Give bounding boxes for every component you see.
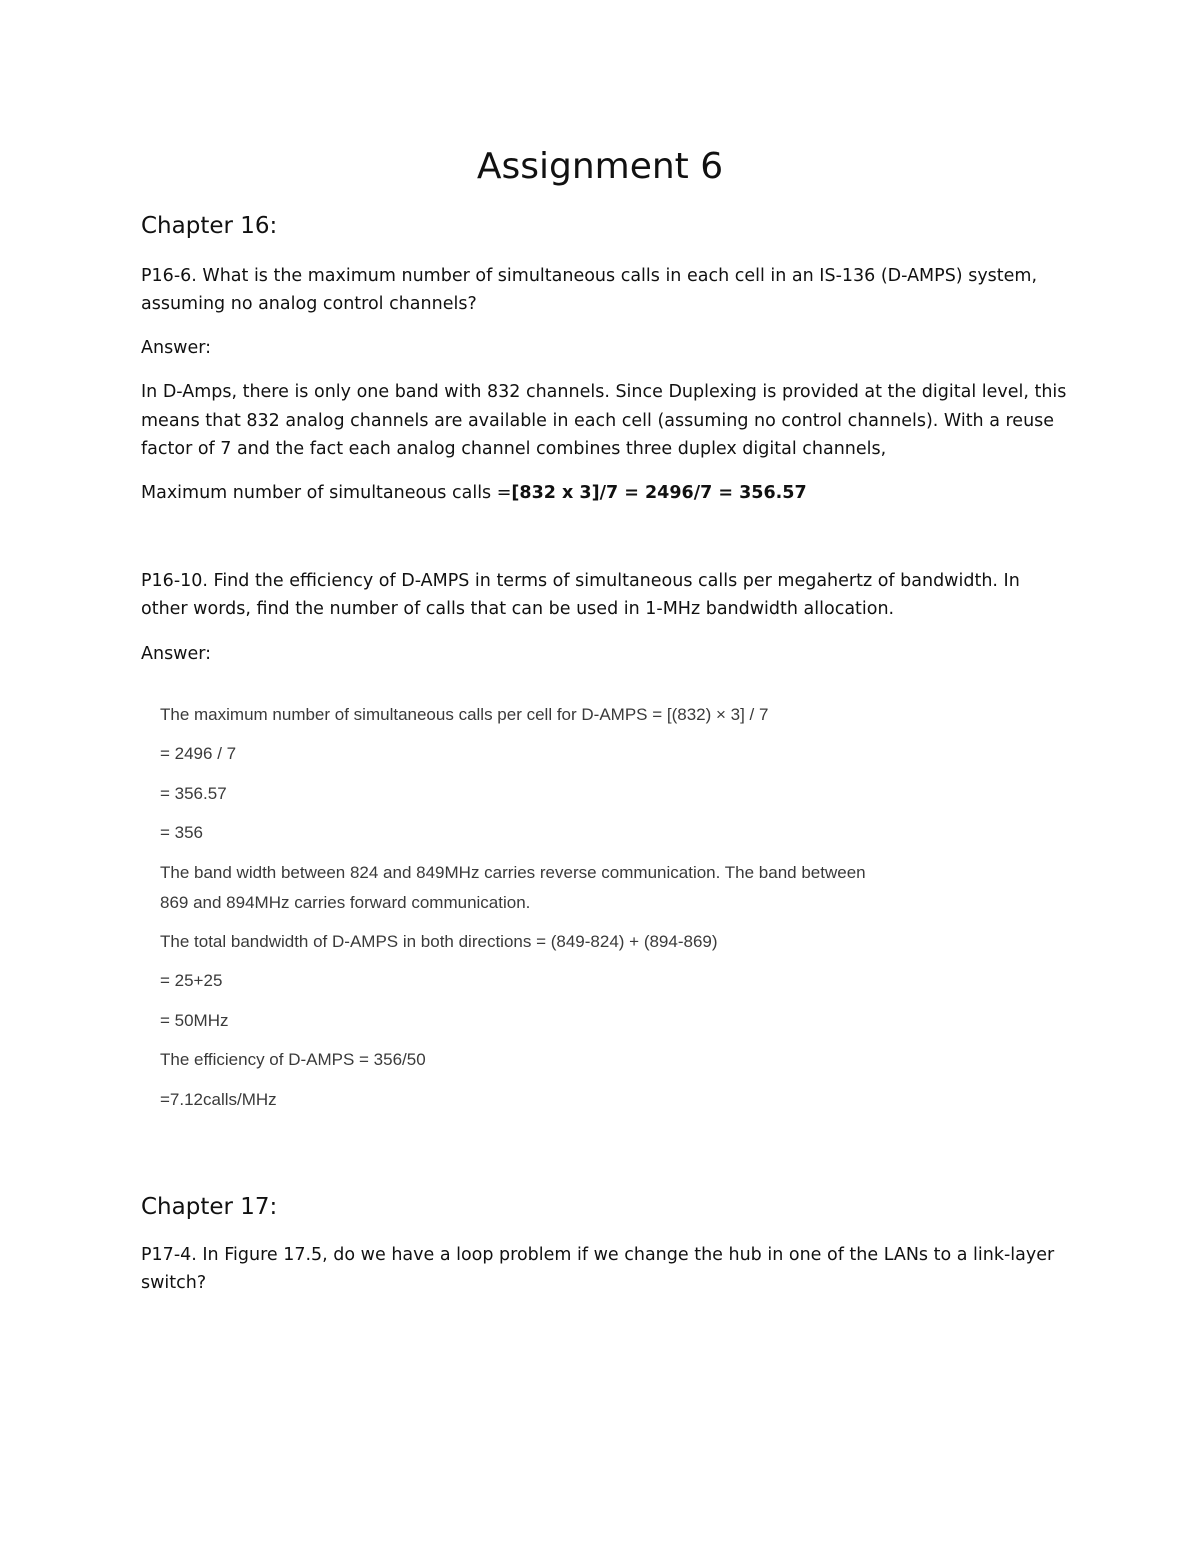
question-p16-6-line-2: assuming no analog control channels? xyxy=(141,294,477,314)
answer-label-p16-6: Answer: xyxy=(141,338,212,358)
document-title: Assignment 6 xyxy=(476,146,724,187)
question-p17-4-line-2: switch? xyxy=(141,1273,207,1293)
solution-line: = 50MHz xyxy=(160,1011,229,1030)
question-p16-6-line-1: P16-6. What is the maximum number of simultaneous calls in each cell in an IS-136 (D-AMPS) system, xyxy=(141,266,1038,286)
solution-line: 869 and 894MHz carries forward communication. xyxy=(160,893,531,912)
solution-line: = 2496 / 7 xyxy=(160,744,237,763)
result-prefix: Maximum number of simultaneous calls = xyxy=(141,483,512,503)
question-p17-4-line-1: P17-4. In Figure 17.5, do we have a loop problem if we change the hub in one of the LANs to a link-layer xyxy=(141,1245,1055,1265)
answer-p16-6-line-2: means that 832 analog channels are available in each cell (assuming no control channels). With a reuse xyxy=(141,411,1055,431)
solution-screenshot xyxy=(160,700,980,1120)
result-value: [832 x 3]/7 = 2496/7 = 356.57 xyxy=(511,483,807,503)
solution-line: = 25+25 xyxy=(160,971,223,990)
question-p16-10-line-1: P16-10. Find the efficiency of D-AMPS in terms of simultaneous calls per megahertz of bandwidth. In xyxy=(141,571,1020,591)
result-p16-6 xyxy=(141,479,1071,508)
chapter-17-heading: Chapter 17: xyxy=(141,1194,278,1220)
answer-p16-6-line-1: In D-Amps, there is only one band with 832 channels. Since Duplexing is provided at the digital level, this xyxy=(141,382,1067,402)
question-p16-10-line-2: other words, find the number of calls that can be used in 1-MHz bandwidth allocation. xyxy=(141,599,895,619)
solution-line: The total bandwidth of D-AMPS in both directions = (849-824) + (894-869) xyxy=(160,932,718,951)
solution-line: =7.12calls/MHz xyxy=(160,1090,277,1109)
answer-p16-6-line-3: factor of 7 and the fact each analog channel combines three duplex digital channels, xyxy=(141,439,887,459)
solution-line: The maximum number of simultaneous calls per cell for D-AMPS = [(832) × 3] / 7 xyxy=(160,705,769,724)
answer-label-p16-10: Answer: xyxy=(141,644,212,664)
solution-line: = 356.57 xyxy=(160,784,227,803)
chapter-16-heading: Chapter 16: xyxy=(141,213,278,239)
solution-line: = 356 xyxy=(160,823,204,842)
solution-line: The band width between 824 and 849MHz carries reverse communication. The band between xyxy=(160,863,866,882)
solution-line: The efficiency of D-AMPS = 356/50 xyxy=(160,1050,426,1069)
